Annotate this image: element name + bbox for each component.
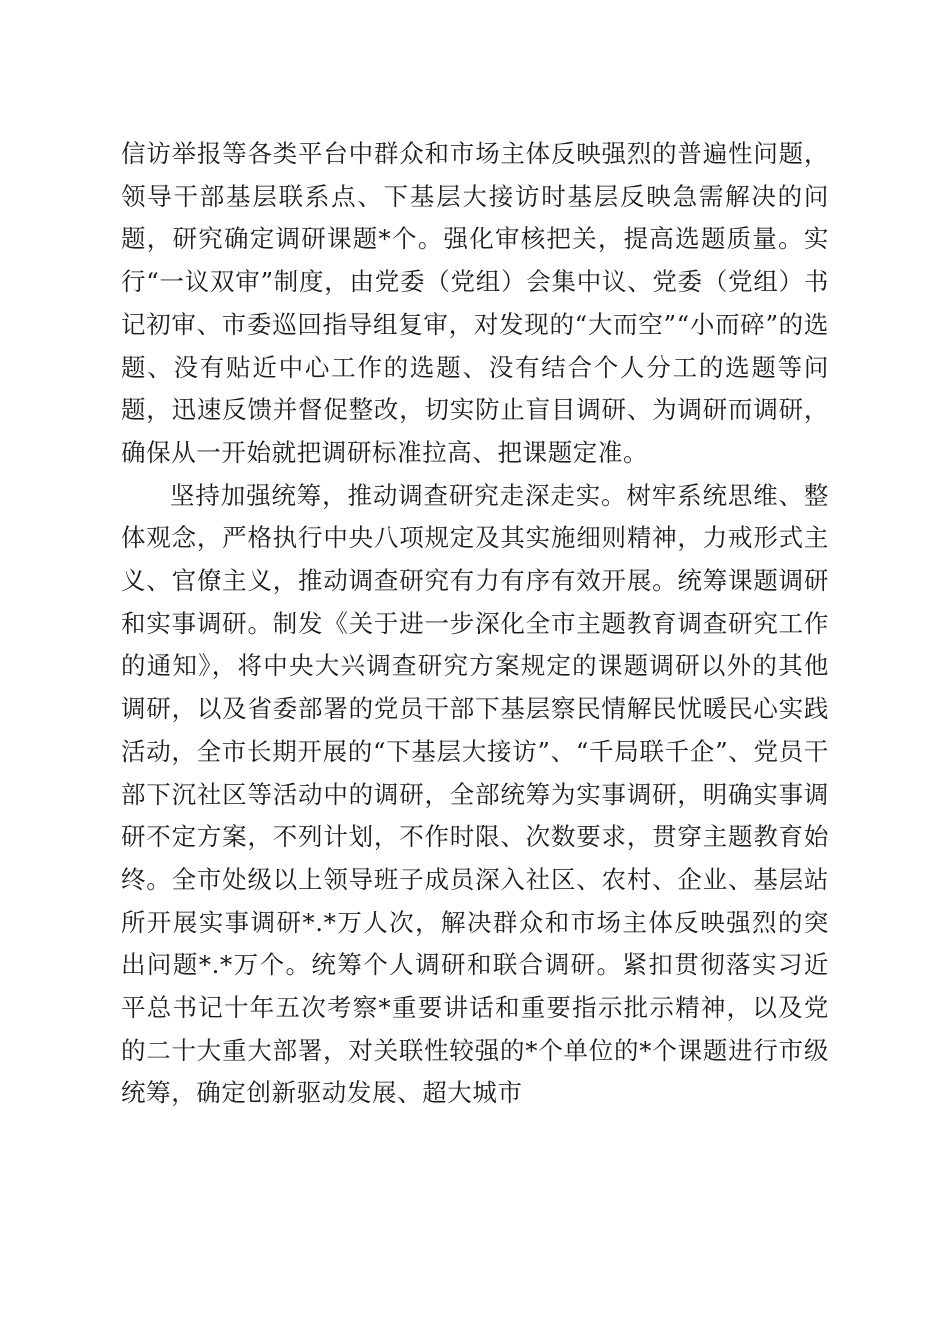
paragraph-2: 坚持加强统筹，推动调查研究走深走实。树牢系统思维、整体观念，严格执行中央八项规定及其实施细则精神，力戒形式主义、官僚主义，推动调查研究有力有序有效开展。统筹课题调研和实事调研。制发《关于进一步深化全市主题教育调查研究工作的通知》，将中央大兴调查研究方案规定的课题调研以外的其他调研，以及省委部署的党员干部下基层察民情解民忧暖民心实践活动，全市长期开展的“下基层大接访”、“千局联千企”、党员干部下沉社区等活动中的调研，全部统筹为实事调研，明确实事调研不定方案，不列计划，不作时限、次数要求，贯穿主题教育始终。全市处级以上领导班子成员深入社区、农村、企业、基层站所开展实事调研*.*万人次，解决群众和市场主体反映强烈的突出问题*.*万个。统筹个人调研和联合调研。紧扣贯彻落实习近平总书记十年五次考察*重要讲话和重要指示批示精神，以及党的二十大重大部署，对关联性较强的*个单位的*个课题进行市级统筹，确定创新驱动发展、超大城市 — [121, 480, 829, 1108]
document-body — [121, 133, 829, 1115]
paragraph-1: 信访举报等各类平台中群众和市场主体反映强烈的普遍性问题，领导干部基层联系点、下基层大接访时基层反映急需解决的问题，研究确定调研课题*个。强化审核把关，提高选题质量。实行“一议双审”制度，由党委（党组）会集中议、党委（党组）书记初审、市委巡回指导组复审，对发现的“大而空”“小而碎”的选题、没有贴近中心工作的选题、没有结合个人分工的选题等问题，迅速反馈并督促整改，切实防止盲目调研、为调研而调研，确保从一开始就把调研标准拉高、把课题定准。 — [121, 139, 829, 467]
